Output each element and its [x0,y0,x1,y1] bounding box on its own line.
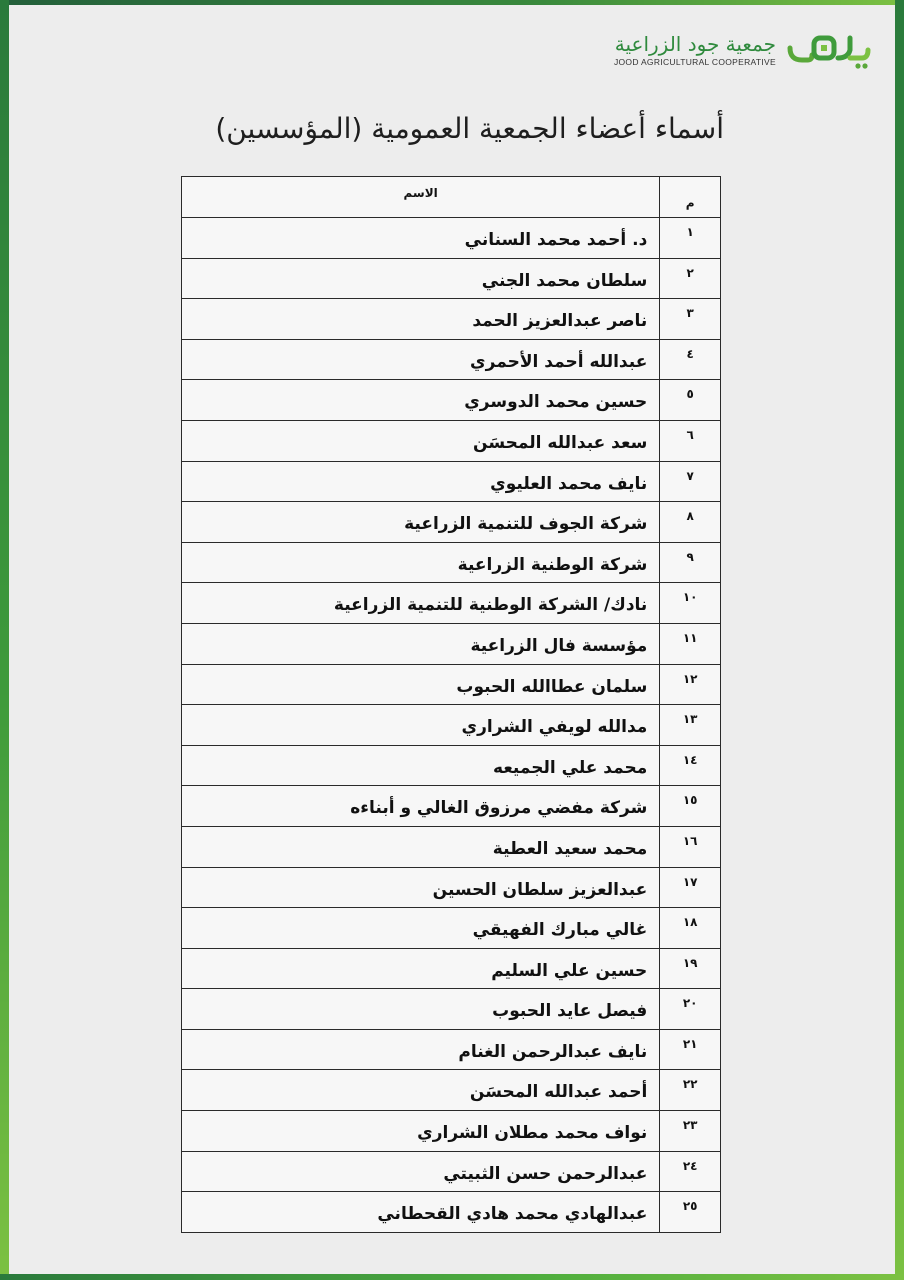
member-name-cell [182,299,660,340]
member-name-cell [182,623,660,664]
member-number: ١٠ [682,590,698,605]
table-row [182,502,721,543]
table-row [182,623,721,664]
member-name-cell [182,339,660,380]
member-name-cell [182,745,660,786]
table-row [182,867,721,908]
member-name: فيصل عايد الحبوب [492,1001,648,1022]
member-name-cell [182,786,660,827]
member-number-cell [660,542,721,583]
member-number: ١١ [682,630,698,645]
members-table [181,176,721,1233]
member-number-cell [660,218,721,259]
table-row [182,1070,721,1111]
member-name: عبدالله أحمد الأحمري [470,351,648,372]
table-header-row [182,177,721,218]
frame-bottom-border [0,1274,904,1280]
member-number: ١٩ [682,955,698,970]
member-number-cell [660,1070,721,1111]
table-row [182,339,721,380]
member-name-cell [182,664,660,705]
frame-right-border [895,0,904,1280]
frame-left-border [0,0,9,1280]
member-name: مؤسسة فال الزراعية [470,635,648,656]
logo-english-name: JOOD AGRICULTURAL COOPERATIVE [613,57,776,67]
member-name-cell [182,218,660,259]
member-number: ١٤ [682,752,698,767]
member-name-cell [182,948,660,989]
member-number-cell [660,948,721,989]
member-number: ٩ [686,549,694,564]
member-number-cell [660,989,721,1030]
member-number: ٢٣ [682,1118,698,1133]
member-number-cell [660,461,721,502]
member-number: ١٦ [682,833,698,848]
member-number: ١٥ [682,793,698,808]
member-name: نايف عبدالرحمن الغنام [458,1041,648,1062]
member-name: محمد سعيد العطية [492,838,648,859]
table-row [182,1029,721,1070]
member-name: عبدالرحمن حسن الثبيتي [443,1163,648,1184]
member-name: نواف محمد مطلان الشراري [417,1123,648,1144]
table-row [182,786,721,827]
member-number: ٢١ [682,1036,698,1051]
member-name-cell [182,908,660,949]
table-row [182,664,721,705]
member-number-cell [660,502,721,543]
member-number: ٨ [686,509,694,524]
member-name: نادك/ الشركة الوطنية للتنمية الزراعية [333,595,648,616]
member-name: أحمد عبدالله المحسَن [469,1082,648,1103]
member-number-cell [660,339,721,380]
member-name-cell [182,258,660,299]
jood-logo [614,30,874,70]
frame-top-border [0,0,904,5]
table-row [182,299,721,340]
name-header-label: الاسم [403,186,438,200]
member-number: ٢٢ [682,1077,698,1092]
member-number: ١ [686,225,694,239]
member-name-cell [182,989,660,1030]
table-row [182,218,721,259]
table-row [182,420,721,461]
member-name-cell [182,542,660,583]
member-name-cell [182,1111,660,1152]
table-row [182,1151,721,1192]
table-row [182,705,721,746]
member-name: شركة مفضي مرزوق الغالي و أبناءه [350,798,648,819]
member-number-cell [660,745,721,786]
table-row [182,380,721,421]
member-name: نايف محمد العليوي [490,473,648,494]
member-number: ١٣ [682,712,698,727]
member-name: حسين علي السليم [491,960,648,981]
member-number: ٦ [686,427,694,442]
table-row [182,542,721,583]
logo-text [614,32,776,68]
member-name: ناصر عبدالعزيز الحمد [472,311,648,332]
member-name: سلمان عطاالله الحبوب [456,676,648,697]
member-name-cell [182,583,660,624]
member-number: ٢٥ [682,1199,698,1214]
member-number-cell [660,1029,721,1070]
member-name: حسين محمد الدوسري [464,392,648,413]
member-name-cell [182,380,660,421]
member-name-cell [182,420,660,461]
member-number-cell [660,1192,721,1233]
number-header-label: م [685,196,695,210]
member-name: د. أحمد محمد السناني [464,230,648,250]
member-name-cell [182,826,660,867]
member-number: ٧ [686,468,694,483]
member-number: ١٧ [682,874,698,889]
member-name: سلطان محمد الجني [481,270,648,291]
member-name-cell [182,705,660,746]
member-name: شركة الجوف للتنمية الزراعية [404,514,648,535]
member-number: ٢٤ [682,1158,698,1173]
page-title: أسماء أعضاء الجمعية العمومية (المؤسسين) [215,112,724,145]
member-name-cell [182,461,660,502]
member-number-cell [660,908,721,949]
member-name-cell [182,1151,660,1192]
member-number: ٤ [686,346,694,361]
member-number-cell [660,1111,721,1152]
member-number-cell [660,1151,721,1192]
member-number-cell [660,867,721,908]
member-number: ٥ [686,387,694,402]
member-name-cell [182,1029,660,1070]
member-number-cell [660,705,721,746]
name-column-header [182,177,660,218]
table-row [182,948,721,989]
member-number: ٢٠ [682,996,698,1011]
table-row [182,908,721,949]
member-name: شركة الوطنية الزراعية [457,554,648,575]
member-number-cell [660,786,721,827]
member-number-cell [660,664,721,705]
member-number-cell [660,380,721,421]
table-row [182,826,721,867]
table-row [182,583,721,624]
number-column-header [660,177,721,218]
table-row [182,989,721,1030]
member-number-cell [660,623,721,664]
member-number-cell [660,826,721,867]
member-name: عبدالعزيز سلطان الحسين [432,879,648,900]
member-number: ٣ [686,306,694,321]
member-number-cell [660,583,721,624]
table-row [182,1111,721,1152]
logo-arabic-name: جمعية جود الزراعية [614,32,776,56]
member-name-cell [182,1192,660,1233]
member-number-cell [660,420,721,461]
table-row [182,258,721,299]
table-row [182,745,721,786]
member-number: ٢ [686,265,694,280]
member-number-cell [660,258,721,299]
member-name-cell [182,502,660,543]
member-number-cell [660,299,721,340]
member-name: مدالله لويفي الشراري [461,717,648,738]
member-name-cell [182,1070,660,1111]
member-name: غالي مبارك الفهيقي [472,920,648,941]
member-number: ١٨ [682,915,698,930]
member-name: عبدالهادي محمد هادي القحطاني [377,1204,648,1225]
member-name: محمد علي الجميعه [493,757,648,778]
member-number: ١٢ [682,671,698,686]
member-name-cell [182,867,660,908]
table-row [182,1192,721,1233]
table-row [182,461,721,502]
member-name: سعد عبدالله المحسَن [473,432,648,453]
jood-logo-mark-icon [786,30,874,70]
